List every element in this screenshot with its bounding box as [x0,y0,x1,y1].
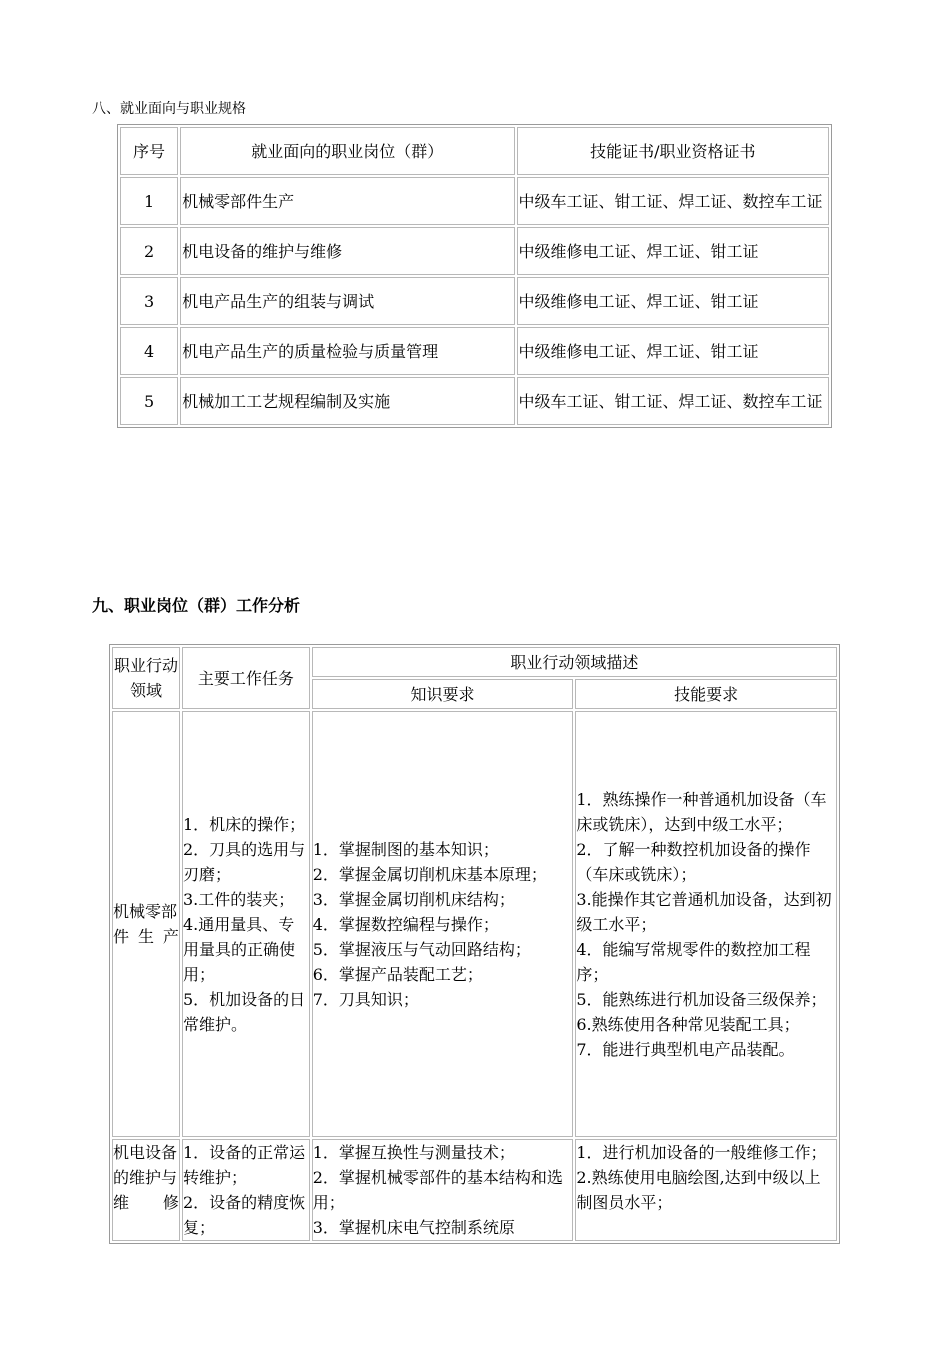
row-position: 机电产品生产的组装与调试 [180,277,514,325]
row-knowledge: 1．掌握互换性与测量技术； 2．掌握机械零部件的基本结构和选用； 3．掌握机床电气控制系统原 [312,1139,574,1241]
row-no: 5 [120,377,178,425]
row-no: 1 [120,177,178,225]
col-header-description: 职业行动领域描述 [312,647,837,677]
row-cert: 中级维修电工证、焊工证、钳工证 [517,227,829,275]
col-header-skills: 技能要求 [575,679,837,709]
row-cert: 中级车工证、钳工证、焊工证、数控车工证 [517,377,829,425]
col-header-position: 就业面向的职业岗位（群） [180,127,514,175]
row-position: 机械加工工艺规程编制及实施 [180,377,514,425]
row-no: 4 [120,327,178,375]
row-position: 机电设备的维护与维修 [180,227,514,275]
row-tasks: 1．机床的操作； 2．刀具的选用与刃磨； 3.工件的装夹； 4.通用量具、专用量具的正确使用； 5．机加设备的日常维护。 [182,711,310,1137]
job-analysis-header-row-1 [112,647,837,677]
table-row [112,711,837,1137]
row-knowledge: 1．掌握制图的基本知识； 2．掌握金属切削机床基本原理； 3．掌握金属切削机床结构； 4．掌握数控编程与操作； 5．掌握液压与气动回路结构； 6．掌握产品装配工艺； 7．刀具知识； [312,711,574,1137]
table-row [120,227,829,275]
row-domain: 机械零部件生产 [112,711,180,1137]
col-header-cert: 技能证书/职业资格证书 [517,127,829,175]
col-header-domain: 职业行动领域 [112,647,180,709]
row-no: 3 [120,277,178,325]
row-cert: 中级维修电工证、焊工证、钳工证 [517,277,829,325]
col-header-tasks: 主要工作任务 [182,647,310,709]
row-no: 2 [120,227,178,275]
table-row [120,177,829,225]
row-cert: 中级维修电工证、焊工证、钳工证 [517,327,829,375]
employment-table-header [120,127,829,175]
row-skills: 1．熟练操作一种普通机加设备（车床或铣床），达到中级工水平； 2．了解一种数控机加设备的操作（车床或铣床）； 3.能操作其它普通机加设备，达到初级工水平； 4．能编写常规零件的数控加工程序； 5．能熟练进行机加设备三级保养； 6.熟练使用各种常见装配工具； 7．能进行典型机电产品装配。 [575,711,837,1137]
table-row [120,377,829,425]
row-skills: 1．进行机加设备的一般维修工作； 2.熟练使用电脑绘图,达到中级以上制图员水平； [575,1139,837,1241]
row-domain: 机电设备的维护与维修 [112,1139,180,1241]
section-9-heading: 九、职业岗位（群）工作分析 [92,596,301,615]
job-analysis-table [109,644,840,1244]
col-header-no: 序号 [120,127,178,175]
col-header-knowledge: 知识要求 [312,679,574,709]
row-position: 机械零部件生产 [180,177,514,225]
row-position: 机电产品生产的质量检验与质量管理 [180,327,514,375]
row-tasks: 1．设备的正常运转维护； 2．设备的精度恢复； [182,1139,310,1241]
table-row [120,277,829,325]
table-row [112,1139,837,1241]
employment-table [117,124,832,428]
table-row [120,327,829,375]
section-8-heading: 八、就业面向与职业规格 [92,101,246,117]
row-cert: 中级车工证、钳工证、焊工证、数控车工证 [517,177,829,225]
